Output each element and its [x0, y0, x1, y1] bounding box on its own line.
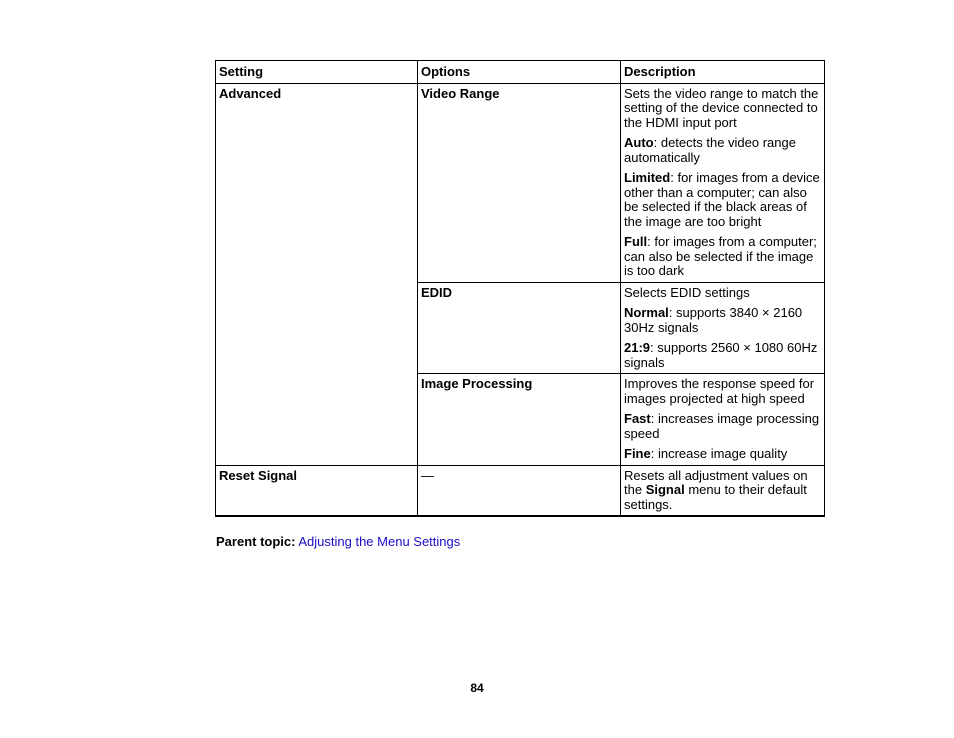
edid-normal [624, 306, 821, 335]
edid-desc: Selects EDID settings [624, 284, 750, 300]
video-range-full [624, 235, 821, 279]
video-range-limited [624, 171, 821, 229]
header-setting: Setting [216, 61, 418, 84]
image-processing-desc: Improves the response speed for images projected at high speed [624, 376, 815, 406]
video-range-auto [624, 136, 821, 165]
parent-topic [216, 535, 460, 550]
table-row [216, 83, 825, 282]
auto-text: : detects the video range automatically [624, 135, 796, 165]
fast-term: Fast [624, 411, 651, 426]
description-edid [621, 282, 825, 374]
settings-table [215, 60, 825, 517]
normal-term: Normal [624, 305, 669, 320]
wide-term: 21:9 [624, 340, 651, 355]
parent-topic-link[interactable]: Adjusting the Menu Settings [298, 534, 461, 549]
auto-term: Auto [624, 135, 654, 150]
full-term: Full [624, 234, 648, 249]
description-reset-signal [621, 465, 825, 516]
reset-desc-term: Signal [645, 482, 685, 497]
page-number: 84 [470, 681, 484, 695]
setting-reset-signal: Reset Signal [216, 465, 418, 516]
parent-topic-label: Parent topic: [216, 534, 296, 549]
image-processing-fast [624, 412, 821, 441]
reset-desc-before: Resets all adjustment values on the [624, 467, 808, 497]
table-header-row [216, 61, 825, 84]
normal-text: : supports 3840 × 2160 30Hz signals [624, 305, 803, 335]
header-options: Options [418, 61, 621, 84]
edid-21-9 [624, 341, 821, 370]
video-range-desc: Sets the video range to match the setting of the device connected to the HDMI input port [624, 85, 819, 130]
option-edid: EDID [418, 282, 621, 374]
table-row [216, 465, 825, 516]
fine-term: Fine [624, 446, 651, 461]
fine-text: : increase image quality [650, 446, 788, 461]
limited-term: Limited [624, 170, 671, 185]
description-image-processing [621, 374, 825, 466]
wide-text: : supports 2560 × 1080 60Hz signals [624, 340, 818, 370]
limited-text: : for images from a device other than a computer; can also be selected if the black areas of the image are too bright [624, 170, 820, 229]
fast-text: : increases image processing speed [624, 411, 820, 441]
option-video-range: Video Range [418, 83, 621, 282]
setting-advanced: Advanced [216, 83, 418, 465]
option-image-processing: Image Processing [418, 374, 621, 466]
description-video-range [621, 83, 825, 282]
option-reset-signal: — [418, 465, 621, 516]
full-text: : for images from a computer; can also be selected if the image is too dark [624, 234, 817, 278]
header-description: Description [621, 61, 825, 84]
reset-desc-after: menu to their default settings. [624, 482, 807, 512]
image-processing-fine [624, 447, 821, 462]
